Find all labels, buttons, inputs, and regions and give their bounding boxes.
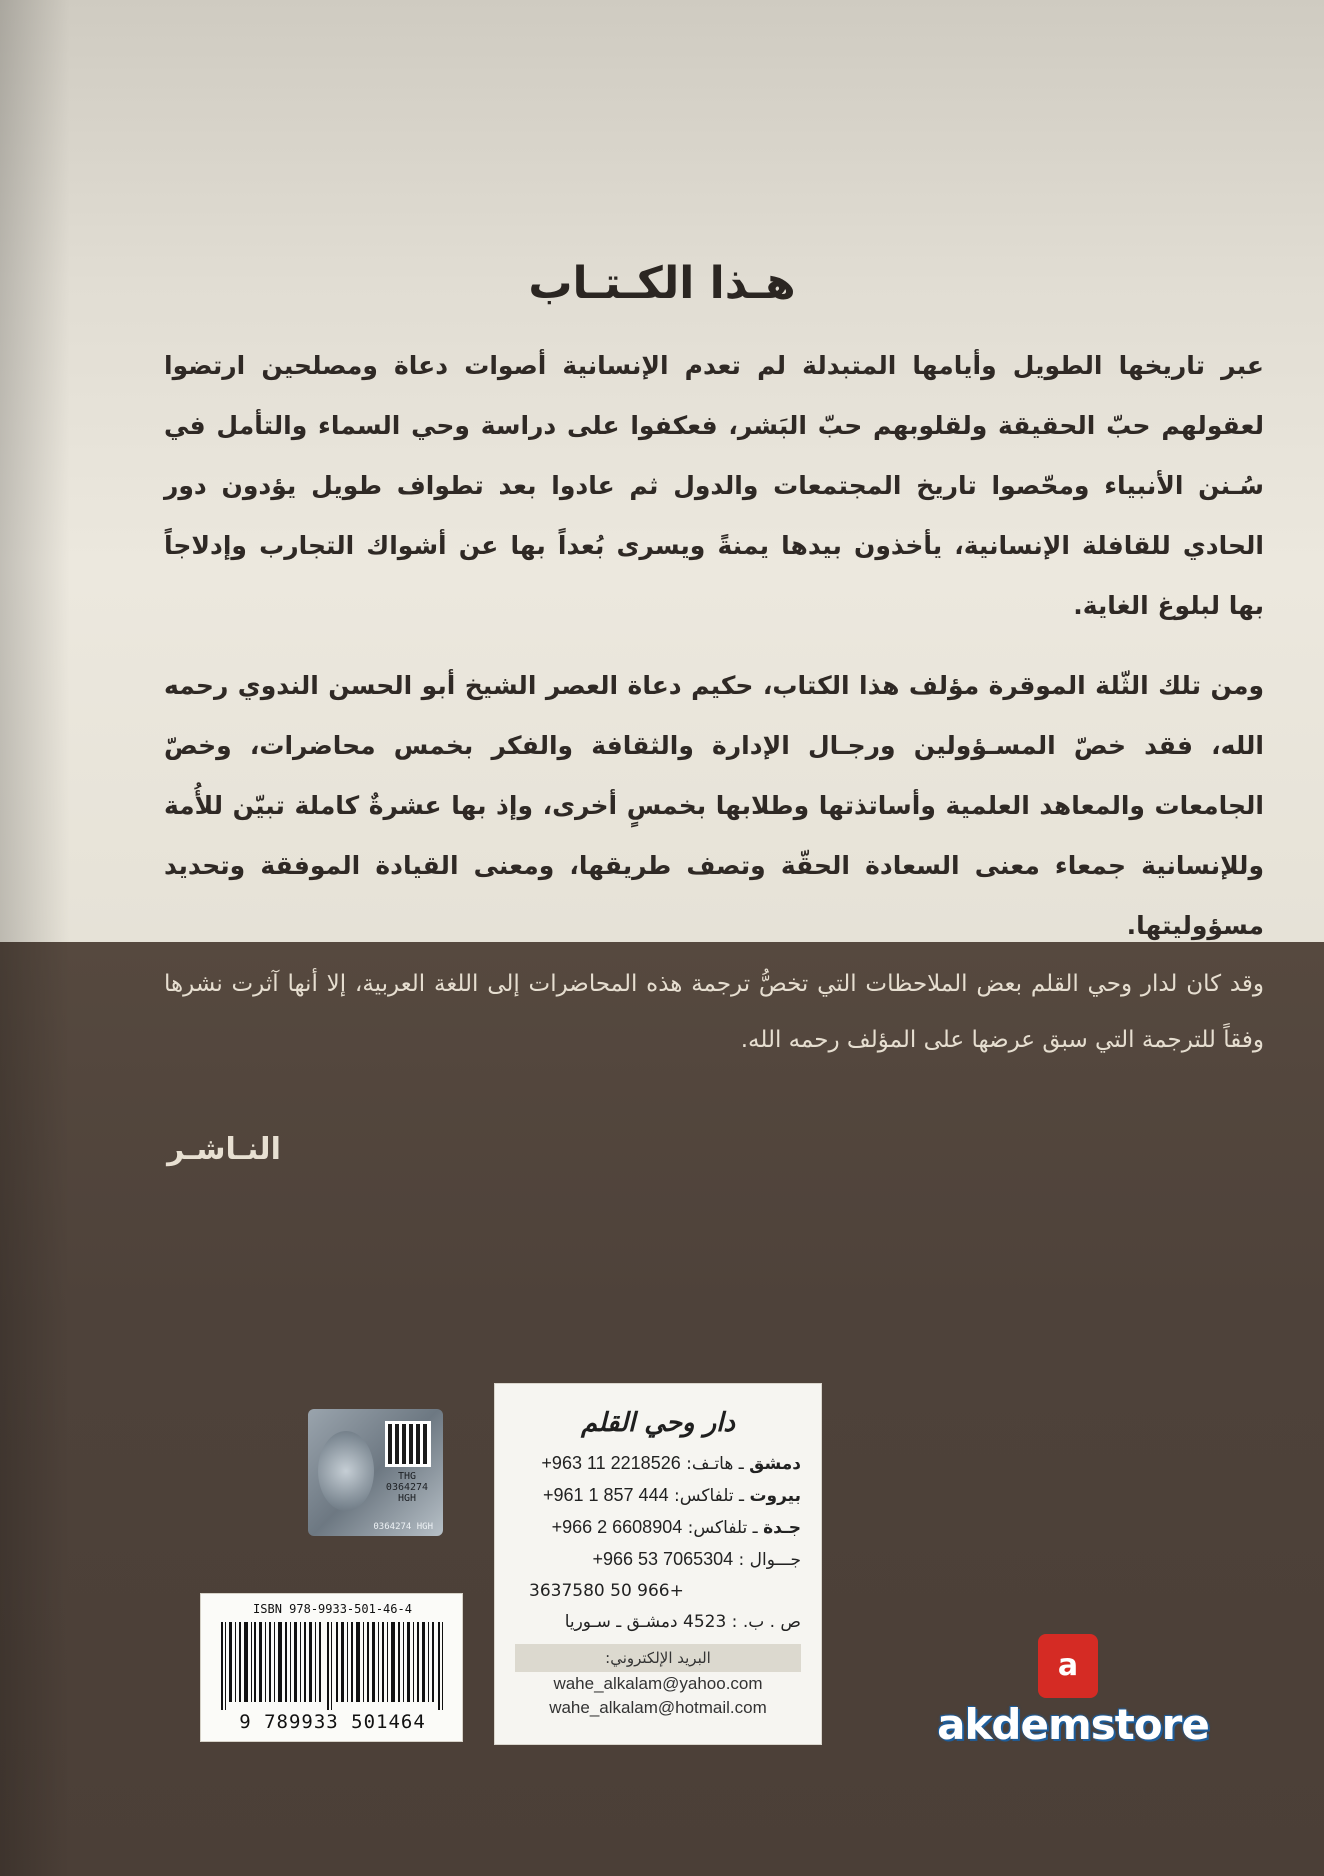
email-address[interactable]: wahe_alkalam@hotmail.com [549, 1698, 767, 1717]
publisher-info-card [494, 1383, 822, 1745]
blurb-paragraph-1: عبر تاريخها الطويل وأيامها المتبدلة لم تعدم الإنسانية أصوات دعاة ومصلحين ارتضوا لعقولهم حبّ الحقيقة ولقلوبهم حبّ البَشر، فعكفوا على دراسة وحي السماء والتأمل في سُـنن الأنبياء ومحّصوا تاريخ المجتمعات والدول ثم عادوا بعد تطواف طويل يؤدون دور الحادي للقافلة الإنسانية، يأخذون بيدها يمنةً ويسرى بُعداً بها عن أشواك التجارب وإدلاجاً بها لبلوغ الغاية. [164, 351, 1264, 620]
email-address[interactable]: wahe_alkalam@yahoo.com [553, 1674, 763, 1693]
email-label: البريد الإلكتروني: [515, 1644, 801, 1672]
contact-number: +966 53 7065304 [592, 1549, 734, 1569]
hologram-globe-icon [318, 1431, 374, 1511]
contact-line [515, 1512, 801, 1544]
contact-number: +966 2 6608904 [551, 1517, 683, 1537]
contact-city: دمشق [749, 1454, 801, 1474]
publisher-note: وقد كان لدار وحي القلم بعض الملاحظات التي تخصُّ ترجمة هذه المحاضرات إلى اللغة العربية، إلا أنها آثرت نشرها وفقاً للترجمة التي سبق عرضها على المؤلف رحمه الله. [164, 971, 1264, 1053]
contact-label: ـ تلفاكس: [674, 1486, 745, 1506]
contact-label: ـ تلفاكس: [687, 1518, 758, 1538]
contact-city: جـدة [763, 1518, 801, 1538]
contact-line [515, 1448, 801, 1480]
contact-number: +961 1 857 444 [542, 1485, 669, 1505]
sticker-code-line: 0364274 [385, 1482, 429, 1493]
blurb-paragraph-2: ومن تلك الثّلة الموقرة مؤلف هذا الكتاب، حكيم دعاة العصر الشيخ أبو الحسن الندوي رحمه الله، فقد خصّ المسـؤولين ورجـال الإدارة والثقافة والفكر بخمس محاضرات، وخصّ الجامعات والمعاهد العلمية وأساتذتها وطلابها بخمسٍ أخرى، وإذ بها عشرةٌ كاملة تبيّن للأُمة وللإنسانية جمعاء معنى السعادة الحقّة وتصف طريقها، ومعنى القيادة الموفقة وتحديد مسؤوليتها. [164, 671, 1264, 940]
contact-number: +963 11 2218526 [541, 1453, 681, 1473]
publisher-logo [515, 1398, 801, 1448]
contact-line [515, 1544, 801, 1576]
hologram-sticker [308, 1409, 443, 1536]
sticker-code-line: HGH [397, 1493, 417, 1504]
sticker-footer: 0364274 HGH [373, 1522, 433, 1532]
qr-code-icon [385, 1421, 431, 1467]
section-title: هـذا الكـتـاب [528, 258, 796, 309]
barcode-bars-icon [217, 1622, 448, 1710]
barcode-number: 9 789933 501464 [239, 1711, 426, 1733]
isbn-label: ISBN 978-9933-501-46-4 [253, 1602, 412, 1616]
sticker-code [379, 1471, 435, 1504]
contact-label: جـــوال : [738, 1550, 801, 1570]
sticker-code-line: THG [397, 1471, 417, 1482]
extra-mobile: +966 50 3637580 [529, 1581, 684, 1601]
isbn-barcode [200, 1593, 463, 1742]
publisher-name: دار وحي القلم [581, 1408, 735, 1438]
contact-label: ـ هاتـف: [686, 1454, 744, 1474]
store-logo-icon: a [1038, 1634, 1098, 1698]
publisher-signature: النـاشـر [167, 1132, 281, 1167]
contact-city: بيروت [749, 1486, 801, 1506]
po-box: ص . ب. : 4523 دمشـق ـ سـوريا [564, 1612, 801, 1632]
store-watermark: akdemstore [937, 1700, 1209, 1749]
contact-line [515, 1480, 801, 1512]
